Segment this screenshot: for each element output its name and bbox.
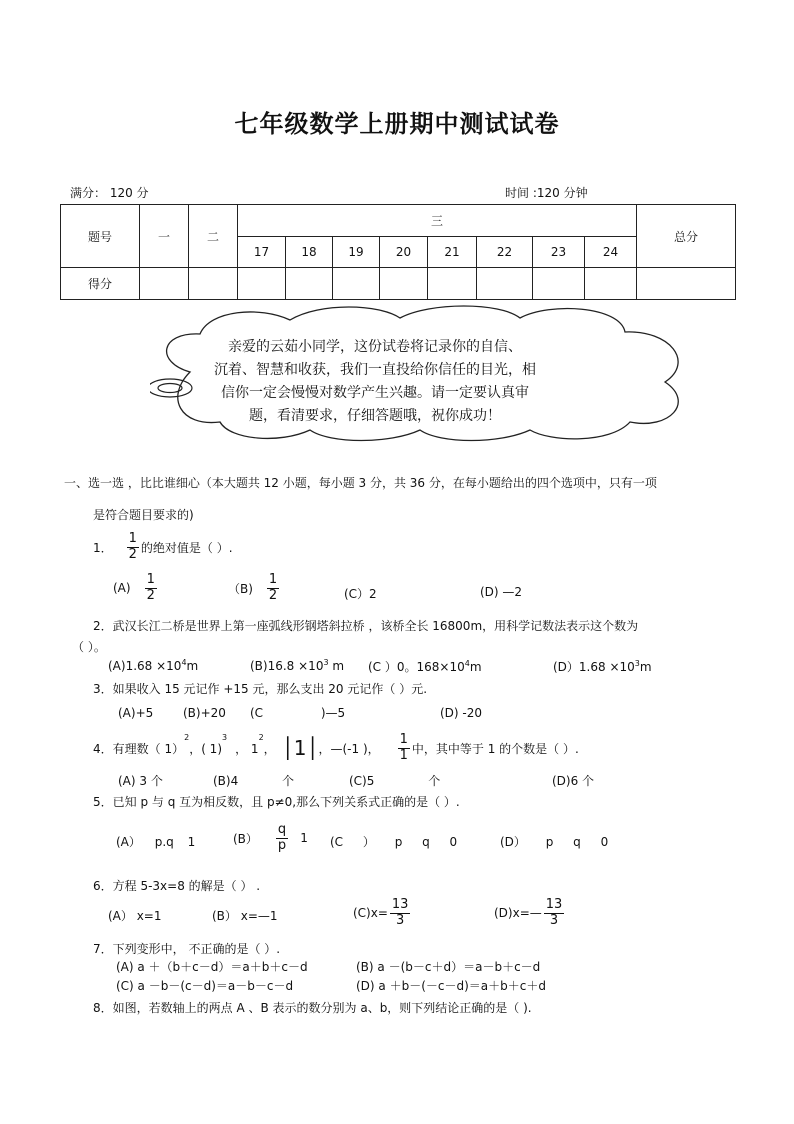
q4-part4: ， — [263, 741, 276, 756]
q4-sup3: 2 — [258, 733, 264, 742]
header-total: 总分 — [637, 205, 736, 268]
q1-stem: 的绝对值是（ ）. — [140, 540, 233, 555]
q1-b-fraction — [267, 573, 279, 604]
q6-c-fraction — [390, 898, 411, 929]
score-cell[interactable] — [585, 268, 637, 300]
header-q17: 17 — [238, 237, 286, 268]
q2-stem-cont: （ ）。 — [72, 640, 106, 654]
cloud-line: 题，看清要求，仔细答题哦，祝你成功！ — [249, 408, 501, 424]
score-cell[interactable] — [333, 268, 380, 300]
q1-a-label: (A) — [113, 581, 131, 596]
q2-a-exp: 4 — [181, 658, 187, 667]
q2-d-base: (D）1.68 ×10 — [553, 660, 635, 674]
score-cell[interactable] — [189, 268, 238, 300]
q3-option-c[interactable]: (C )—5 — [250, 706, 346, 720]
q5-stem: 5．已知 p 与 q 互为相反数，且 p≠0,那么下列关系式正确的是（ ）. — [93, 795, 460, 809]
header-part-3: 三 — [238, 205, 637, 237]
q1-b-label: （B) — [228, 581, 253, 596]
header-q23: 23 — [533, 237, 585, 268]
q1-num: 1 — [128, 531, 137, 546]
header-question-no: 题号 — [61, 205, 140, 268]
cloud-line: 信你一定会慢慢对数学产生兴趣。请一定要认真审 — [221, 385, 529, 401]
header-q19: 19 — [333, 237, 380, 268]
q4-part3: ， 1 — [235, 741, 259, 756]
q6-d-fraction — [544, 898, 565, 929]
header-q24: 24 — [585, 237, 637, 268]
score-cell[interactable] — [428, 268, 477, 300]
q1-number: 1． — [93, 540, 113, 555]
q6-option-b[interactable]: (B） x=—1 — [212, 909, 278, 923]
q6-option-d[interactable] — [494, 898, 566, 929]
q3-option-b[interactable]: (B)+20 — [183, 706, 226, 720]
q5-option-a[interactable]: (A） p.q 1 — [116, 835, 196, 849]
score-table — [60, 204, 736, 300]
q2-b-unit: m — [328, 659, 345, 673]
q7-option-c[interactable]: (C) a －b－(c－d)＝a－b－c－d — [116, 979, 294, 993]
q1-fraction — [127, 532, 139, 563]
q5-option-d[interactable]: (D） p q 0 — [500, 835, 609, 849]
question-1 — [93, 532, 233, 563]
q1-b-num: 1 — [268, 572, 278, 587]
header-part-1: 一 — [140, 205, 189, 268]
q1-b-den: 2 — [268, 587, 278, 603]
q2-option-d[interactable] — [553, 658, 652, 675]
q6-d-num: 13 — [545, 897, 563, 912]
q3-option-d[interactable]: (D) -20 — [440, 706, 483, 720]
q4-option-b[interactable]: (B)4 个 — [213, 774, 295, 788]
q1-a-den: 2 — [146, 587, 155, 603]
q2-d-unit: m — [639, 660, 652, 674]
q2-option-c[interactable] — [368, 658, 482, 675]
q2-c-exp: 4 — [464, 659, 470, 668]
q6-option-a[interactable]: (A） x=1 — [108, 909, 162, 923]
q4-fraction — [398, 733, 410, 764]
score-cell[interactable] — [637, 268, 736, 300]
page-title: 七年级数学上册期中测试试卷 — [234, 110, 560, 138]
q3-stem: 3．如果收入 15 元记作 +15 元，那么支出 20 元记作（ ）元. — [93, 682, 428, 696]
q4-part2: ，( 1) — [189, 741, 223, 756]
score-cell[interactable] — [286, 268, 333, 300]
q2-c-unit: m — [469, 660, 482, 674]
q4-num: 1 — [399, 732, 408, 747]
cloud-line: 沉着、智慧和收获，我们一直投给你信任的目光，相 — [214, 362, 536, 378]
cloud-message — [195, 336, 555, 428]
score-cell[interactable] — [238, 268, 286, 300]
section-instructions-line2: 是符合题目要求的) — [93, 508, 194, 522]
q1-option-d[interactable]: (D) —2 — [480, 585, 523, 599]
q6-option-c[interactable] — [353, 898, 412, 929]
q4-abs-value: │1│ — [281, 736, 319, 761]
q6-stem: 6．方程 5-3x=8 的解是（ ） . — [93, 879, 261, 893]
q2-d-exp: 3 — [634, 659, 640, 668]
q1-a-num: 1 — [146, 572, 155, 587]
q2-a-base: (A)1.68 ×10 — [108, 659, 182, 673]
q8-stem: 8．如图，若数轴上的两点 A 、B 表示的数分别为 a、b，则下列结论正确的是（ ). — [93, 1001, 532, 1015]
q2-b-base: (B)16.8 ×10 — [250, 659, 324, 673]
q4-option-c[interactable]: (C)5 个 — [349, 774, 441, 788]
q6-d-label: (D)x=— — [494, 906, 542, 921]
q5-b-value: 1 — [300, 831, 308, 846]
score-cell[interactable] — [477, 268, 533, 300]
q1-option-a[interactable] — [113, 573, 159, 604]
q4-option-a[interactable]: (A) 3 个 — [118, 774, 163, 788]
q2-option-a[interactable] — [108, 658, 198, 673]
q5-option-c[interactable]: (C ） p q 0 — [330, 835, 458, 849]
header-q20: 20 — [380, 237, 428, 268]
q5-b-den: p — [277, 837, 287, 853]
question-4 — [93, 733, 579, 764]
header-part-2: 二 — [189, 205, 238, 268]
score-cell[interactable] — [140, 268, 189, 300]
q2-c-base: (C ）0。168×10 — [368, 660, 465, 674]
q1-den: 2 — [128, 546, 137, 562]
cloud-line: 亲爱的云茹小同学，这份试卷将记录你的自信、 — [228, 339, 522, 355]
section-instructions-line1: 一、选一选 ，比比谁细心（本大题共 12 小题，每小题 3 分，共 36 分，在每小题给出的四个选项中，只有一项 — [64, 476, 657, 490]
q2-b-exp: 3 — [323, 658, 329, 667]
header-q21: 21 — [428, 237, 477, 268]
header-q22: 22 — [477, 237, 533, 268]
q6-c-den: 3 — [396, 912, 405, 928]
q4-part5: ，—(-1 )， — [318, 741, 380, 756]
q2-a-unit: m — [186, 659, 199, 673]
q5-b-fraction — [276, 823, 288, 854]
full-score: 满分： 120 分 — [70, 186, 149, 200]
q4-part6: 中，其中等于 1 的个数是（ ）. — [411, 741, 579, 756]
q2-option-b[interactable] — [250, 658, 344, 673]
q7-option-b[interactable]: (B) a －(b－c＋d）＝a－b＋c－d — [356, 960, 541, 974]
header-q18: 18 — [286, 237, 333, 268]
score-cell[interactable] — [380, 268, 428, 300]
q7-option-a[interactable]: (A) a ＋（b＋c－d）＝a＋b＋c－d — [116, 960, 308, 974]
q5-option-b[interactable] — [233, 823, 308, 854]
q1-a-fraction — [145, 573, 157, 604]
row-score-label: 得分 — [61, 268, 140, 300]
exam-time: 时间 :120 分钟 — [505, 186, 588, 200]
q4-part1: 4．有理数（ 1） — [93, 741, 185, 756]
q4-den: 1 — [399, 747, 408, 763]
q3-option-a[interactable]: (A)+5 — [118, 706, 154, 720]
q5-b-label: (B） — [233, 831, 258, 846]
q6-d-den: 3 — [549, 912, 559, 928]
q1-option-c[interactable]: (C）2 — [344, 587, 377, 601]
q7-stem: 7．下列变形中， 不正确的是（ ）. — [93, 942, 281, 956]
q7-option-d[interactable]: (D) a ＋b－(－c－d)＝a＋b＋c＋d — [356, 979, 546, 993]
q6-c-num: 13 — [391, 897, 409, 912]
q4-sup1: 2 — [184, 733, 190, 742]
q2-stem: 2．武汉长江二桥是世界上第一座弧线形钢塔斜拉桥 ，该桥全长 16800m，用科学记数法表示这个数为 — [93, 619, 639, 633]
q4-sup2: 3 — [222, 733, 228, 742]
q6-c-label: (C)x= — [353, 906, 388, 921]
q5-b-num: q — [277, 822, 287, 837]
score-cell[interactable] — [533, 268, 585, 300]
q1-option-b[interactable] — [228, 573, 281, 604]
q4-option-d[interactable]: (D)6 个 — [552, 774, 595, 788]
